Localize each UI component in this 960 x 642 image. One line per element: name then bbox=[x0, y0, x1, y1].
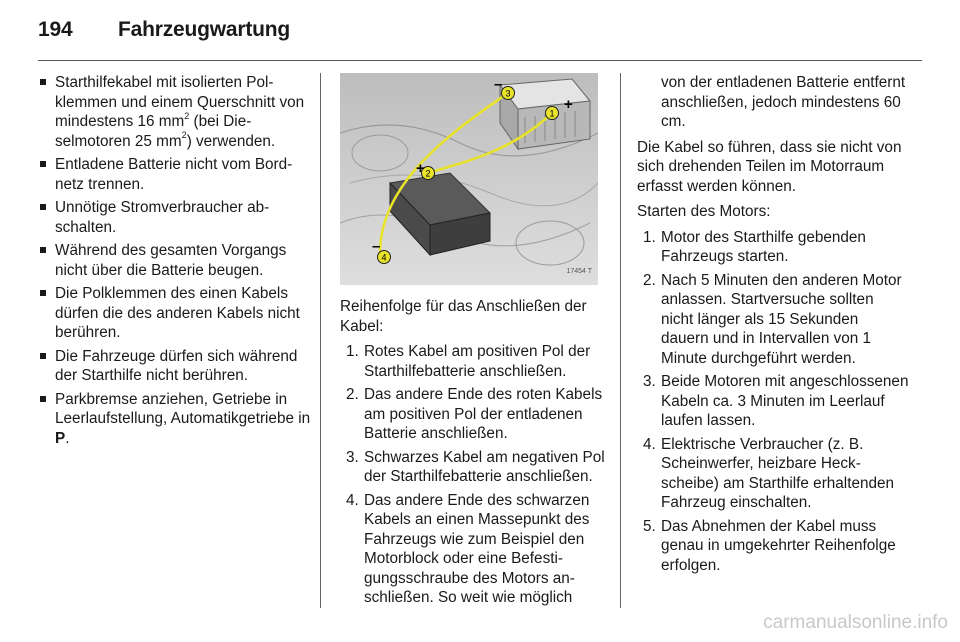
figure-code: 17454 T bbox=[566, 267, 592, 275]
svg-text:2: 2 bbox=[425, 168, 431, 179]
plus-sign-donor: + bbox=[564, 96, 573, 113]
list-item: Die Polklemmen des einen Kabels dürfen die des anderen Kabels nicht berühren. bbox=[39, 284, 314, 343]
callout-1 bbox=[546, 107, 559, 120]
cable-routing-note: Die Kabel so führen, dass sie nicht von sich drehenden Teilen im Motorraum erfasst werden können. bbox=[637, 138, 902, 195]
starting-steps bbox=[637, 228, 909, 576]
column-middle bbox=[340, 73, 605, 612]
svg-text:1: 1 bbox=[549, 108, 555, 119]
precaution-list bbox=[39, 73, 314, 448]
list-item: Entladene Batterie nicht vom Bordnetz trennen. bbox=[39, 155, 314, 194]
minus-sign-donor: – bbox=[494, 76, 503, 93]
list-item: 2. Nach 5 Minuten den anderen Motor anlassen. Startversuche sollten nicht länger als 15 Sekunden dauern und in Intervallen von 1 Minute durchgeführt werden. bbox=[643, 271, 902, 367]
svg-text:4: 4 bbox=[381, 252, 387, 263]
list-item: Die Fahrzeuge dürfen sich während der Starthilfe nicht berühren. bbox=[39, 347, 314, 386]
engine-bay-drawing bbox=[340, 73, 598, 285]
column-right bbox=[637, 73, 909, 579]
list-item: 4. Elektrische Verbraucher (z. B. Scheinwerfer, heizbare Heckscheibe) am Starthilfe erhaltenden Fahrzeug einschalten. bbox=[643, 435, 894, 511]
svg-text:3: 3 bbox=[505, 88, 511, 99]
list-item: Während des gesamten Vorgangs nicht über die Batterie beugen. bbox=[39, 241, 314, 280]
column-divider-2 bbox=[620, 73, 621, 608]
jump-start-illustration bbox=[340, 73, 598, 285]
list-item: 1. Motor des Starthilfe gebenden Fahrzeugs starten. bbox=[643, 228, 866, 265]
list-item: Starthilfekabel mit isolierten Polklemmen und einem Querschnitt von mindestens 16 $mm^2$ (bei Dieselmotoren 25 $mm^2$) verwenden. bbox=[39, 73, 314, 151]
column-left bbox=[39, 73, 314, 452]
list-item: Unnötige Stromverbraucher abschalten. bbox=[39, 198, 314, 237]
page-number: 194 bbox=[38, 18, 73, 41]
list-item: 4. Das andere Ende des schwarzen Kabels an einen Massepunkt des Fahrzeugs wie zum Beispiel den Motorblock oder eine Befestigungsschraube des Motors anschließen. So weit wie möglich bbox=[346, 491, 590, 606]
list-item: Parkbremse anziehen, Getriebe in Leerlaufstellung, Automatikgetriebe in P. bbox=[39, 390, 314, 449]
step-continuation: von der entladenen Batterie entfernt anschließen, jedoch mindestens 60 cm. bbox=[661, 74, 906, 130]
sequence-intro: Reihenfolge für das Anschließen der Kabel: bbox=[340, 298, 587, 335]
list-item: 3. Schwarzes Kabel am negativen Pol der Starthilfebatterie anschließen. bbox=[346, 448, 605, 485]
list-item: 3. Beide Motoren mit angeschlossenen Kabeln ca. 3 Minuten im Leerlauf laufen lassen. bbox=[643, 373, 909, 429]
list-item: 1. Rotes Kabel am positiven Pol der Starthilfebatterie anschließen. bbox=[346, 343, 591, 380]
connection-steps bbox=[340, 342, 605, 608]
watermark: carmanualsonline.info bbox=[763, 612, 948, 633]
callout-3 bbox=[502, 87, 515, 100]
list-item: 5. Das Abnehmen der Kabel muss genau in umgekehrter Reihenfolge erfolgen. bbox=[643, 517, 896, 574]
plus-sign-discharged: + bbox=[416, 160, 425, 177]
list-item: 2. Das andere Ende des roten Kabels am positiven Pol der entladenen Batterie anschließen. bbox=[346, 386, 603, 442]
header-rule bbox=[38, 60, 922, 61]
start-heading: Starten des Motors: bbox=[637, 203, 771, 220]
column-divider-1 bbox=[320, 73, 321, 608]
page-title: Fahrzeugwartung bbox=[118, 18, 291, 41]
minus-sign-ground: – bbox=[372, 238, 381, 255]
